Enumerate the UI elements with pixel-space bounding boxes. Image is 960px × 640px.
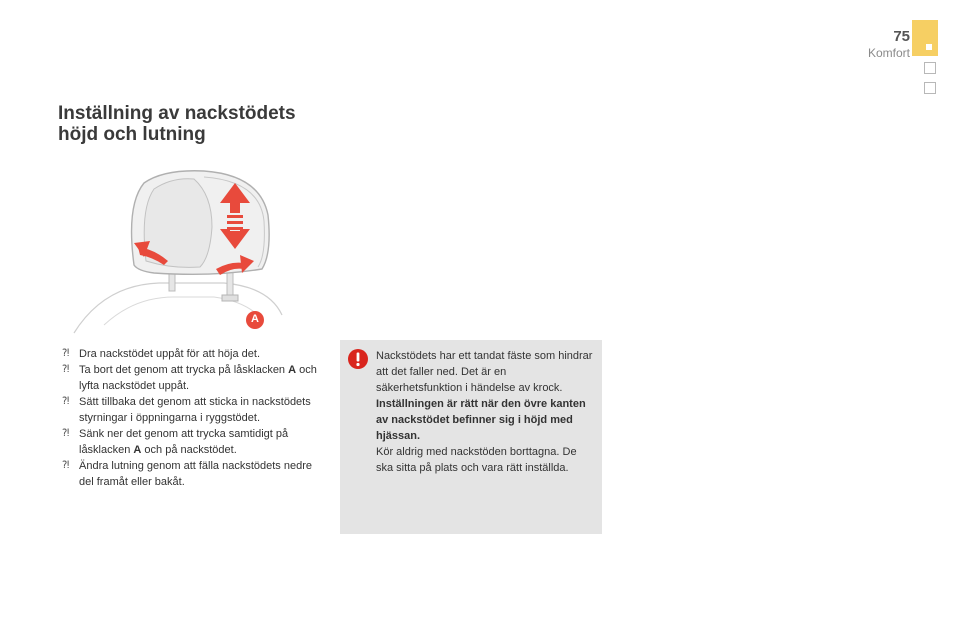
- bullet-icon: ⁈: [62, 396, 70, 407]
- list-item: [60, 346, 322, 362]
- step-text: och lyfta nackstödet uppåt.: [79, 364, 317, 392]
- warning-paragraph-bold: Inställningen är rätt när den övre kanten av nackstödet befinner sig i höjd med hjässan.: [376, 398, 586, 442]
- instruction-list: [60, 346, 322, 490]
- list-item: [60, 394, 322, 426]
- headrest-drawing: [64, 165, 286, 337]
- callout-label: A: [251, 313, 259, 325]
- warning-icon: [348, 349, 368, 369]
- bullet-icon: ⁈: [62, 364, 70, 375]
- warning-box: [340, 340, 602, 534]
- step-text: Dra nackstödet uppåt för att höja det.: [79, 348, 261, 360]
- chapter-tab-active[interactable]: [912, 20, 938, 56]
- tab-marker: [926, 44, 932, 50]
- bullet-icon: ⁈: [62, 460, 70, 471]
- lock-label: A: [133, 444, 142, 456]
- chapter-tab[interactable]: [924, 62, 936, 74]
- step-text: Sätt tillbaka det genom att sticka in nackstödets styrningar i öppningarna i ryggstödet.: [79, 396, 311, 424]
- section-label: Komfort: [867, 46, 910, 60]
- list-item: [60, 426, 322, 458]
- list-item: [60, 362, 322, 394]
- title-line-2: höjd och lutning: [58, 124, 206, 145]
- lock-label: A: [288, 364, 297, 376]
- headrest-illustration: [64, 165, 286, 337]
- bullet-icon: ⁈: [62, 348, 70, 359]
- list-item: [60, 458, 322, 490]
- page-title: [58, 103, 378, 145]
- warning-paragraph: Nackstödets har ett tandat fäste som hindrar att det faller ned. Det är en säkerhetsfunktion i händelse av krock.: [376, 350, 593, 394]
- step-text: Ändra lutning genom att fälla nackstödets nedre del framåt eller bakåt.: [79, 460, 312, 488]
- warning-text: [376, 348, 594, 476]
- bullet-icon: ⁈: [62, 428, 70, 439]
- chapter-tab[interactable]: [924, 82, 936, 94]
- title-line-1: Inställning av nackstödets: [58, 103, 296, 124]
- step-text: Ta bort det genom att trycka på låsklacken: [79, 364, 289, 376]
- warning-paragraph: Kör aldrig med nackstöden borttagna. De ska sitta på plats och vara rätt inställda.: [376, 446, 577, 474]
- lock-tab: [222, 295, 238, 301]
- step-text: Sänk ner det genom att trycka samtidigt på låsklacken: [79, 428, 289, 456]
- step-text: och på nackstödet.: [141, 444, 237, 456]
- page-number: 75: [893, 28, 910, 45]
